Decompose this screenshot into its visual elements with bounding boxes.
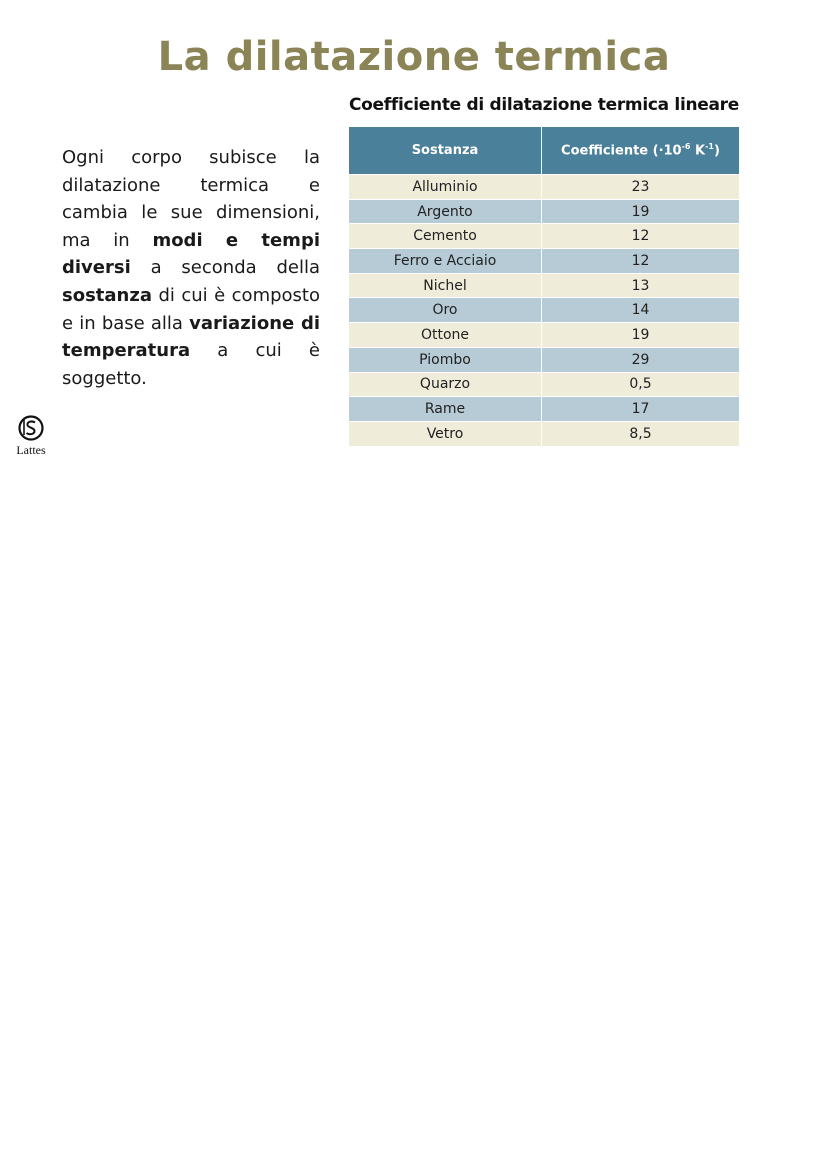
header-close: ) bbox=[714, 143, 720, 159]
table-header-row bbox=[349, 127, 739, 175]
substance-cell: Ferro e Acciaio bbox=[349, 249, 542, 274]
header-unit: K bbox=[690, 143, 706, 159]
coefficient-cell: 14 bbox=[542, 298, 740, 323]
substance-cell: Ottone bbox=[349, 323, 542, 348]
school-logo bbox=[10, 414, 52, 458]
table-row bbox=[349, 298, 739, 323]
coefficient-table bbox=[349, 127, 739, 446]
substance-cell: Nichel bbox=[349, 273, 542, 298]
header-exponent-1: -6 bbox=[681, 142, 691, 152]
table-row bbox=[349, 323, 739, 348]
intro-paragraph bbox=[62, 144, 320, 392]
intro-bold-2: sostanza bbox=[62, 284, 152, 306]
intro-bold-1: modi e tempi diversi bbox=[62, 229, 320, 279]
substance-cell: Argento bbox=[349, 199, 542, 224]
table-row bbox=[349, 347, 739, 372]
substance-cell: Vetro bbox=[349, 421, 542, 445]
substance-cell: Oro bbox=[349, 298, 542, 323]
coefficient-cell: 17 bbox=[542, 397, 740, 422]
intro-text-2: a seconda della bbox=[130, 257, 320, 279]
header-coefficient bbox=[542, 127, 740, 175]
substance-cell: Alluminio bbox=[349, 175, 542, 200]
table-row bbox=[349, 224, 739, 249]
header-substance: Sostanza bbox=[349, 127, 542, 175]
header-coefficient-label: Coefficiente (·10 bbox=[561, 143, 682, 159]
substance-cell: Cemento bbox=[349, 224, 542, 249]
table-row bbox=[349, 249, 739, 274]
logo-text: Lattes bbox=[16, 443, 46, 457]
coefficient-cell: 0,5 bbox=[542, 372, 740, 397]
table-row bbox=[349, 199, 739, 224]
table-title: Coefficiente di dilatazione termica lineare bbox=[349, 95, 739, 115]
table-row bbox=[349, 273, 739, 298]
coefficient-cell: 8,5 bbox=[542, 421, 740, 445]
coefficient-cell: 23 bbox=[542, 175, 740, 200]
coefficient-cell: 19 bbox=[542, 323, 740, 348]
substance-cell: Piombo bbox=[349, 347, 542, 372]
intro-text-4: a cui è soggetto. bbox=[62, 340, 320, 389]
table-row bbox=[349, 421, 739, 445]
intro-text-1: Ogni corpo subisce la dilatazione termica e cambia le sue dimensioni, ma in bbox=[62, 147, 320, 251]
header-exponent-2: -1 bbox=[705, 142, 714, 152]
school-logo-icon bbox=[17, 414, 45, 442]
coefficient-cell: 29 bbox=[542, 347, 740, 372]
substance-cell: Quarzo bbox=[349, 372, 542, 397]
table-row bbox=[349, 372, 739, 397]
coefficient-cell: 12 bbox=[542, 224, 740, 249]
intro-bold-3: variazione di temperatura bbox=[62, 312, 320, 362]
page-title: La dilatazione termica bbox=[157, 34, 671, 80]
substance-cell: Rame bbox=[349, 397, 542, 422]
table-row bbox=[349, 397, 739, 422]
coefficient-cell: 12 bbox=[542, 249, 740, 274]
intro-text-3: di cui è composto e in base alla bbox=[62, 284, 320, 334]
coefficient-cell: 19 bbox=[542, 199, 740, 224]
table-row bbox=[349, 175, 739, 200]
coefficient-cell: 13 bbox=[542, 273, 740, 298]
